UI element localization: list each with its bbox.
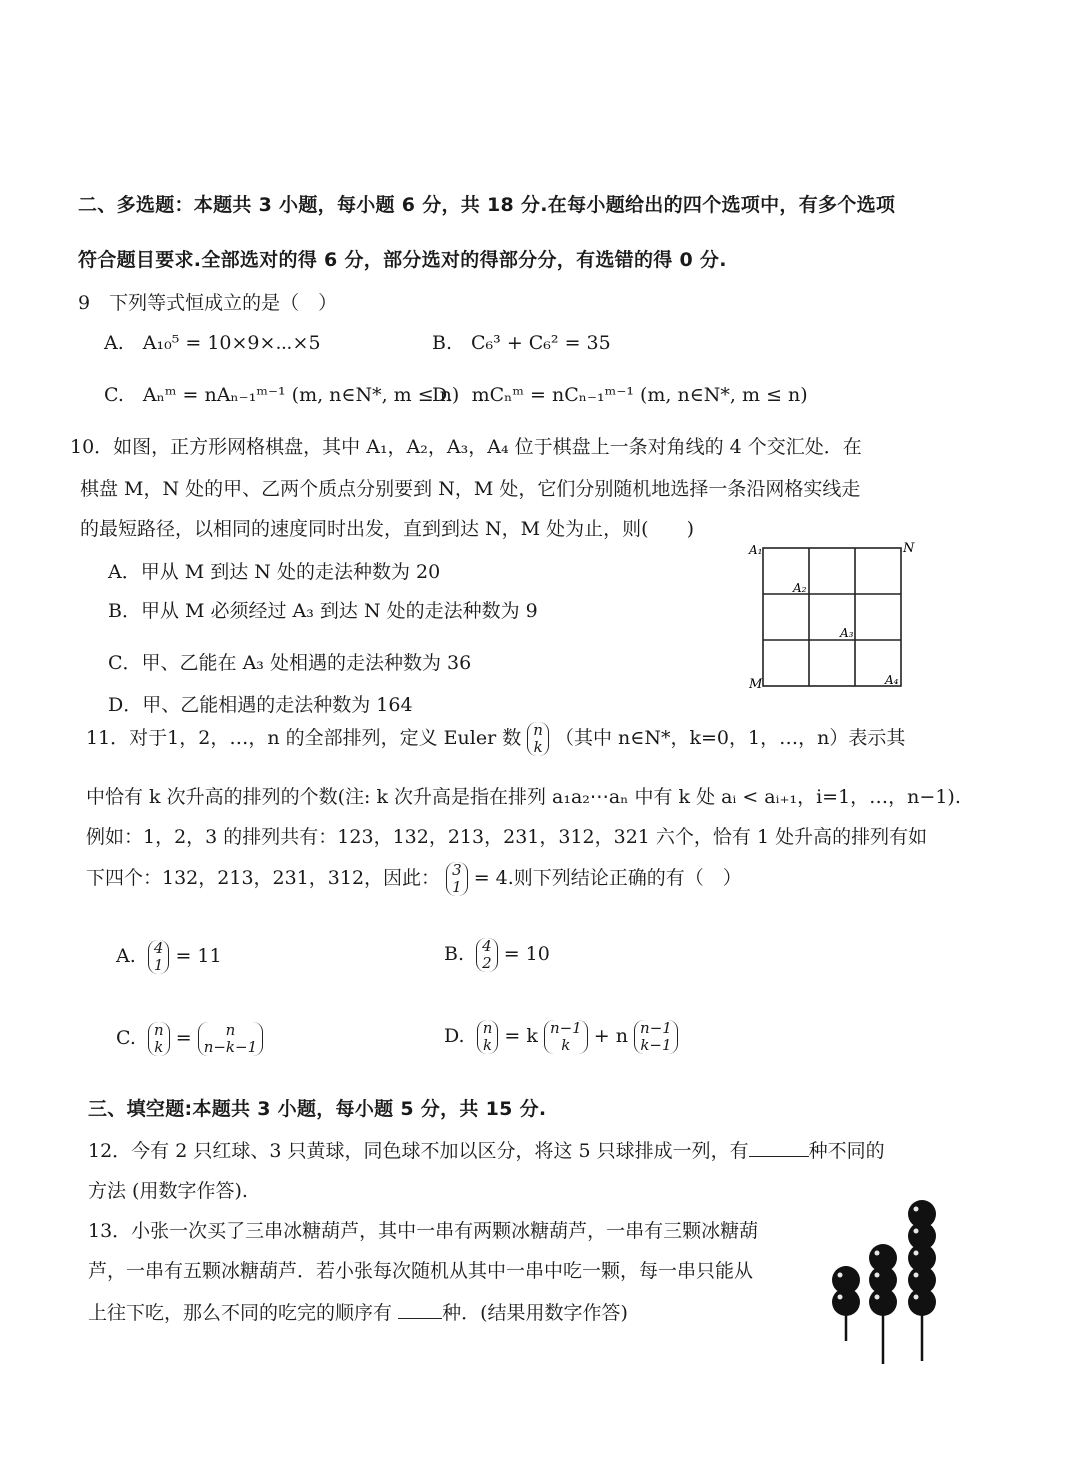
- question-11-line-1-end: （其中 n∈N*，k=0，1，…，n）表示其: [555, 727, 906, 749]
- question-12-line-2: 方法 (用数字作答).: [88, 1180, 248, 1202]
- section-2-heading-line-2: 符合题目要求.全部选对的得 6 分，部分选对的得部分分，有选错的得 0 分.: [78, 249, 727, 271]
- question-11-line-3: 例如：1，2，3 的排列共有：123，132，213，231，312，321 六个，恰有 1 处升高的排列有如: [86, 826, 928, 848]
- question-10-option-d: D．甲、乙能相遇的走法种数为 164: [108, 694, 413, 716]
- section-2-heading-line-1: 二、多选题：本题共 3 小题，每小题 6 分，共 18 分.在每小题给出的四个选项中，有多个选项: [78, 194, 896, 216]
- question-11-line-1-start: 11．对于1，2，…，n 的全部排列，定义 Euler 数: [86, 727, 522, 749]
- question-10-line-2: 棋盘 M，N 处的甲、乙两个质点分别要到 N，M 处，它们分别随机地选择一条沿网格实线走: [80, 478, 861, 500]
- question-9-stem: 9 下列等式恒成立的是（ ）: [78, 292, 338, 314]
- question-9-option-c: C. Aₙᵐ = nAₙ₋₁ᵐ⁻¹ (m, n∈N*, m ≤ n) .: [104, 384, 485, 406]
- grid-lines: [763, 548, 901, 686]
- question-11-line-1: [86, 722, 905, 756]
- euler-example-symbol: 3 1: [446, 862, 468, 896]
- section-3-heading: 三、填空题:本题共 3 小题，每小题 5 分，共 15 分.: [88, 1098, 547, 1120]
- question-13-line-1: 13．小张一次买了三串冰糖葫芦，其中一串有两颗冰糖葫芦，一串有三颗冰糖葫: [88, 1220, 759, 1242]
- chessboard-grid-figure: [745, 538, 920, 693]
- question-11-line-4: [86, 862, 742, 896]
- question-10-line-3: 的最短路径，以相同的速度同时出发，直到到达 N，M 处为止，则( ): [80, 518, 694, 540]
- question-11-line-4-start: 下四个：132，213，231，312，因此：: [86, 867, 441, 889]
- question-11-line-4-end: = 4.则下列结论正确的有（ ）: [473, 867, 742, 889]
- question-11-option-a: A. 4 1 = 11: [116, 939, 222, 974]
- question-11-line-2: 中恰有 k 次升高的排列的个数(注: k 次升高是指在排列 a₁a₂⋯aₙ 中有 k 处 aᵢ < aᵢ₊₁，i=1，…，n−1).: [86, 786, 961, 808]
- answer-blank-13[interactable]: [398, 1300, 442, 1319]
- question-11-option-d: D. n k = k n−1 k + n n−1 k−1: [444, 1020, 678, 1054]
- question-13-line-2: 芦，一串有五颗冰糖葫芦．若小张每次随机从其中一串中吃一颗，每一串只能从: [88, 1260, 754, 1282]
- label-a1: A₁: [749, 543, 763, 557]
- answer-blank-12[interactable]: [749, 1138, 809, 1157]
- label-a3: A₃: [840, 626, 854, 640]
- label-n: N: [903, 541, 915, 556]
- question-9-option-d: D. mCₙᵐ = nCₙ₋₁ᵐ⁻¹ (m, n∈N*, m ≤ n): [432, 384, 808, 406]
- candied-haw-skewers-illustration: [826, 1196, 946, 1366]
- label-a2: A₂: [793, 581, 807, 595]
- question-13-line-3: 上往下吃，那么不同的吃完的顺序有 种．(结果用数字作答): [88, 1302, 628, 1324]
- question-9-option-a: A. A₁₀⁵ = 10×9×⋯×5: [104, 332, 321, 354]
- question-12-line-1: 12．今有 2 只红球、3 只黄球，同色球不加以区分，将这 5 只球排成一列，有 种不同的: [88, 1140, 885, 1162]
- question-11-option-c: C. n k = n n−k−1: [116, 1022, 263, 1056]
- euler-number-symbol: n k: [527, 722, 549, 756]
- label-m: M: [749, 677, 763, 692]
- question-9-option-b: B. C₆³ + C₆² = 35: [432, 332, 611, 354]
- question-11-option-b: B. 4 2 = 10: [444, 937, 550, 972]
- label-a4: A₄: [885, 673, 899, 687]
- question-10-option-a: A．甲从 M 到达 N 处的走法种数为 20: [108, 561, 441, 583]
- question-10-option-c: C．甲、乙能在 A₃ 处相遇的走法种数为 36: [108, 652, 472, 674]
- haw-berries: [832, 1200, 936, 1316]
- question-10-line-1: 10．如图，正方形网格棋盘，其中 A₁，A₂，A₃，A₄ 位于棋盘上一条对角线的 4 个交汇处．在: [70, 436, 862, 458]
- question-10-option-b: B．甲从 M 必须经过 A₃ 到达 N 处的走法种数为 9: [108, 600, 538, 622]
